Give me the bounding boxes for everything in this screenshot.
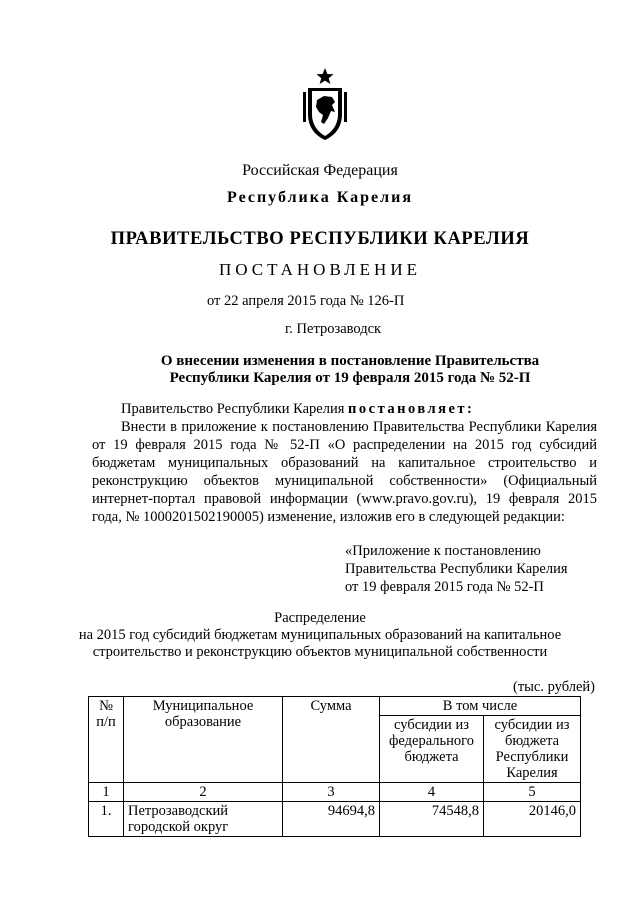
- column-number-cell: 3: [283, 783, 380, 802]
- distribution-title: Распределение: [274, 610, 366, 626]
- government-title: ПРАВИТЕЛЬСТВО РЕСПУБЛИКИ КАРЕЛИЯ: [110, 229, 530, 249]
- row-sum: 94694,8: [283, 802, 380, 837]
- coat-of-arms-emblem: [302, 66, 348, 142]
- header-including: В том числе: [380, 697, 581, 716]
- header-republic: [484, 716, 581, 783]
- header-federal: [380, 716, 484, 783]
- header-number: [89, 697, 124, 783]
- header-federal-line-1: субсидии из: [394, 717, 469, 733]
- header-number-line-2: п/п: [96, 714, 116, 730]
- city-name: г. Петрозаводск: [285, 321, 382, 337]
- header-republic-line-4: Карелия: [506, 765, 558, 781]
- subsidy-table: [88, 696, 581, 837]
- column-number-cell: 2: [124, 783, 283, 802]
- appendix-reference: [345, 542, 568, 596]
- header-municipality-line-2: образование: [164, 714, 242, 730]
- body-paragraph-text: Внести в приложение к постановлению Правительства Республики Карелия от 19 февраля 2015 года № 52-П «О распределении на 2015 год субсидий бюджетам муниципальных образований на капитальное строительство и реконструкцию объектов муниципальной собственности» (Официальный интернет-портал правовой информации (www.pravo.gov.ru), 19 февраля 2015 года, № 1000201502190005) изменение, изложив его в следующей редакции:: [92, 419, 597, 525]
- header-sum: Сумма: [283, 697, 380, 783]
- decree-date: от 22 апреля 2015 года № 126-П: [207, 293, 405, 309]
- header-republic-line-3: Республики: [495, 749, 569, 765]
- republic-name: Республика Карелия: [227, 189, 413, 206]
- subject-line-1: О внесении изменения в постановление Правительства: [160, 353, 540, 369]
- table-row: [89, 802, 581, 837]
- header-federal-line-3: бюджета: [404, 749, 459, 765]
- column-number-cell: 4: [380, 783, 484, 802]
- distribution-line-2: строительство и реконструкцию объектов муниципальной собственности: [92, 644, 548, 660]
- table-header-row: [89, 697, 581, 716]
- column-number-cell: 1: [89, 783, 124, 802]
- row-municipality: [124, 802, 283, 837]
- column-number-row: [89, 783, 581, 802]
- body-paragraph: [92, 418, 597, 526]
- row-municipality-line-1: Петрозаводский: [128, 803, 229, 819]
- subject-line-2: Республики Карелия от 19 февраля 2015 года № 52-П: [169, 370, 531, 386]
- appendix-line-3: от 19 февраля 2015 года № 52-П: [345, 579, 544, 595]
- appendix-line-2: Правительства Республики Карелия: [345, 561, 568, 577]
- appendix-line-1: «Приложение к постановлению: [345, 543, 541, 559]
- header-municipality-line-1: Муниципальное: [152, 698, 254, 714]
- distribution-heading: [0, 610, 640, 661]
- row-municipality-line-2: городской округ: [128, 819, 229, 835]
- header-republic-line-2: бюджета: [504, 733, 560, 749]
- enacting-clause-verb: постановляет:: [348, 401, 475, 417]
- country-name: Российская Федерация: [242, 162, 398, 179]
- header-republic-line-1: субсидии из: [494, 717, 570, 733]
- row-republic: 20146,0: [484, 802, 581, 837]
- header-federal-line-2: федерального: [389, 733, 474, 749]
- header-number-line-1: №: [99, 698, 113, 714]
- enacting-clause-text: Правительство Республики Карелия: [121, 401, 349, 417]
- row-number: 1.: [89, 802, 124, 837]
- units-note: (тыс. рублей): [513, 679, 595, 695]
- header-municipality: [124, 697, 283, 783]
- column-number-cell: 5: [484, 783, 581, 802]
- row-federal: 74548,8: [380, 802, 484, 837]
- document-type: ПОСТАНОВЛЕНИЕ: [218, 260, 421, 279]
- distribution-line-1: на 2015 год субсидий бюджетам муниципальных образований на капитальное: [78, 627, 562, 643]
- enacting-clause: [121, 401, 474, 418]
